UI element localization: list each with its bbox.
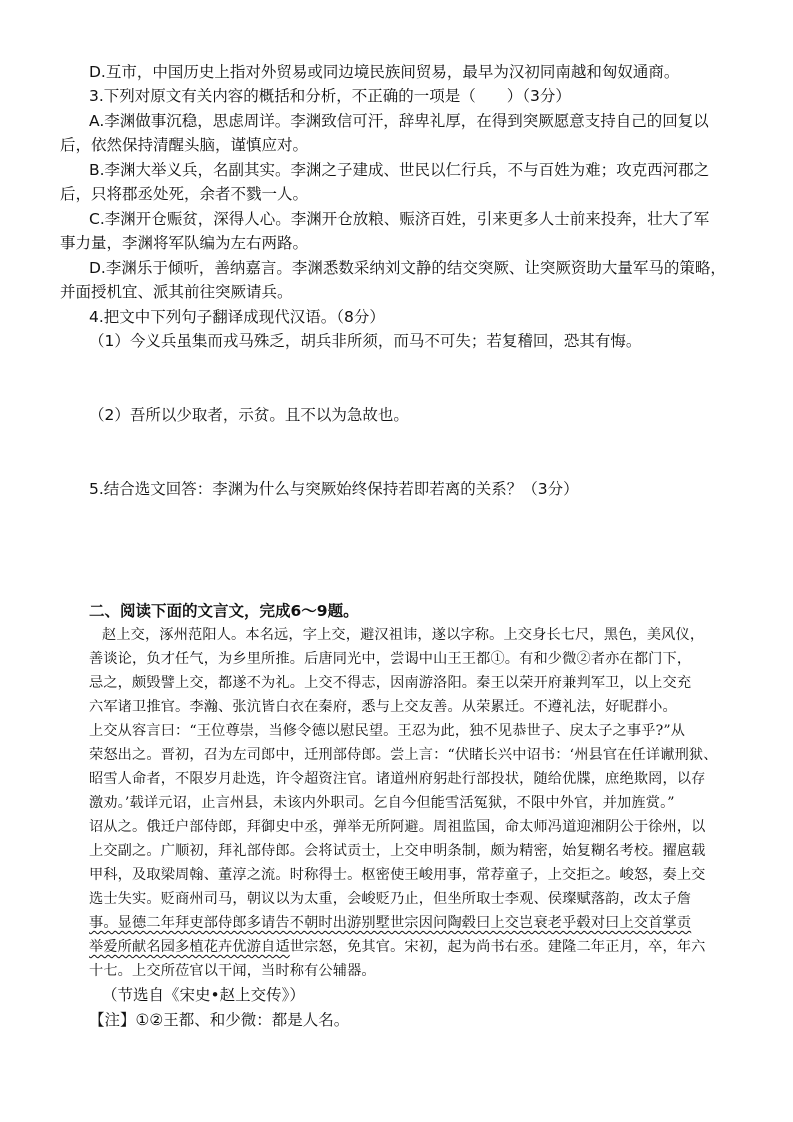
underlined-sentence: 事。显德二年拜吏部侍郎多请告不朝时出游别墅世宗因问陶毂曰上交岂衰老乎毂对曰上交首掌贡 <box>89 915 692 931</box>
q3-option-a-line2: 后，依然保持清醒头脑，谨慎应对。 <box>60 136 309 154</box>
footnote: 【注】①②王都、和少微：都是人名。 <box>89 1011 350 1029</box>
passage-line: 昭雪人命者，不限岁月赴选，许令超资注官。诸道州府躬赴行部投状，随给优牒，庶绝欺罔，以存 <box>89 771 706 787</box>
passage-line: 十七。上交所莅官以干闻，当时称有公辅器。 <box>89 963 376 979</box>
q3-option-c-line2: 事力量，李渊将军队编为左右两路。 <box>60 234 309 252</box>
q3-stem: 3.下列对原文有关内容的概括和分析，不正确的一项是（ ）（3分） <box>89 87 571 105</box>
passage-line: 善谈论，负才任气，为乡里所推。后唐同光中，尝谒中山王王都①。有和少微②者亦在都门下， <box>89 651 692 667</box>
passage-line: 荣怒出之。晋初，召为左司郎中，迁刑部侍郎。尝上言：“伏睹长兴中诏书：‘州县官在任详谳刑狱、 <box>89 747 718 763</box>
q5-question: 5.结合选文回答：李渊为什么与突厥始终保持若即若离的关系？（3分） <box>89 480 579 498</box>
passage-line: 激劝。’载详元诏，止言州县，未该内外职司。乞自今但能雪活冤狱，不限中外官，并加旌赏。” <box>89 795 675 811</box>
passage-line: 上交副之。广顺初，拜礼部侍郎。会将试贡士，上交申明条制，颇为精密，始复糊名考校。擢扈载 <box>89 843 706 859</box>
q3-option-c-line1: C.李渊开仓赈贫，深得人心。李渊开仓放粮、赈济百姓，引来更多人士前来投奔，壮大了军 <box>89 210 710 228</box>
passage-line-partial-underline <box>89 935 706 959</box>
q4-sentence-1: （1）今义兵虽集而戎马殊乏，胡兵非所须，而马不可失；若复稽回，恐其有悔。 <box>89 332 642 350</box>
passage-line-rest: 世宗怒，免其官。宋初，起为尚书右丞。建隆二年正月，卒，年六 <box>289 939 706 955</box>
passage-line: 上交从容言曰：“王位尊崇，当修令德以慰民望。王忍为此，独不见恭世子、戾太子之事乎?”从 <box>89 723 686 739</box>
q4-sentence-2: （2）吾所以少取者，示贫。且不以为急故也。 <box>89 406 409 424</box>
q3-option-a-line1: A.李渊做事沉稳，思虑周详。李渊致信可汗，辞卑礼厚，在得到突厥愿意支持自己的回复以 <box>89 112 709 130</box>
q2-option-d: D.互市，中国历史上指对外贸易或同边境民族间贸易，最早为汉初同南越和匈奴通商。 <box>89 63 680 81</box>
passage-line: 甲科，及取梁周翰、董淳之流。时称得士。枢密使王峻用事，常荐童子，上交拒之。峻怒，奏上交 <box>89 867 706 883</box>
q3-option-d-line2: 并面授机宜、派其前往突厥请兵。 <box>60 283 293 301</box>
passage-line-underlined <box>89 911 691 935</box>
q3-option-b-line2: 后，只将郡丞处死，余者不戮一人。 <box>60 185 309 203</box>
q3-option-b-line1: B.李渊大举义兵，名副其实。李渊之子建成、世民以仁行兵，不与百姓为难；攻克西河郡之 <box>89 161 710 179</box>
underlined-sentence-end: 举爱所献名园多植花卉优游自适 <box>89 939 290 955</box>
section-heading: 二、阅读下面的文言文，完成6～9题。 <box>89 602 359 620</box>
passage-line: 忌之，颇毁譬上交，都遂不为礼。上交不得志，因南游洛阳。秦王以荣开府兼判军卫，以上交充 <box>89 675 692 691</box>
q3-option-d-line1: D.李渊乐于倾听，善纳嘉言。李渊悉数采纳刘文静的结交突厥、让突厥资助大量军马的策略， <box>89 259 726 277</box>
passage-line: 六军诸卫推官。李瀚、张沆皆白衣在秦府，悉与上交友善。从荣累迁。不遵礼法，好昵群小。 <box>89 699 677 715</box>
q4-stem: 4.把文中下列句子翻译成现代汉语。（8分） <box>89 308 385 326</box>
source-citation: （节选自《宋史•赵上交传》） <box>102 986 305 1004</box>
passage-line: 选士失实。贬商州司马，朝议以为太重，会峻贬乃止，但坐所取士李观、侯璨赋落韵，改太子詹 <box>89 891 692 907</box>
passage-line: 诏从之。俄迁户部侍郎，拜御史中丞，弹举无所阿避。周祖监国，命太师冯道迎湘阴公于徐州，以 <box>89 819 706 835</box>
passage-line: 赵上交，涿州范阳人。本名远，字上交，避汉祖讳，遂以字称。上交身长七尺，黑色，美风仪， <box>102 627 705 643</box>
